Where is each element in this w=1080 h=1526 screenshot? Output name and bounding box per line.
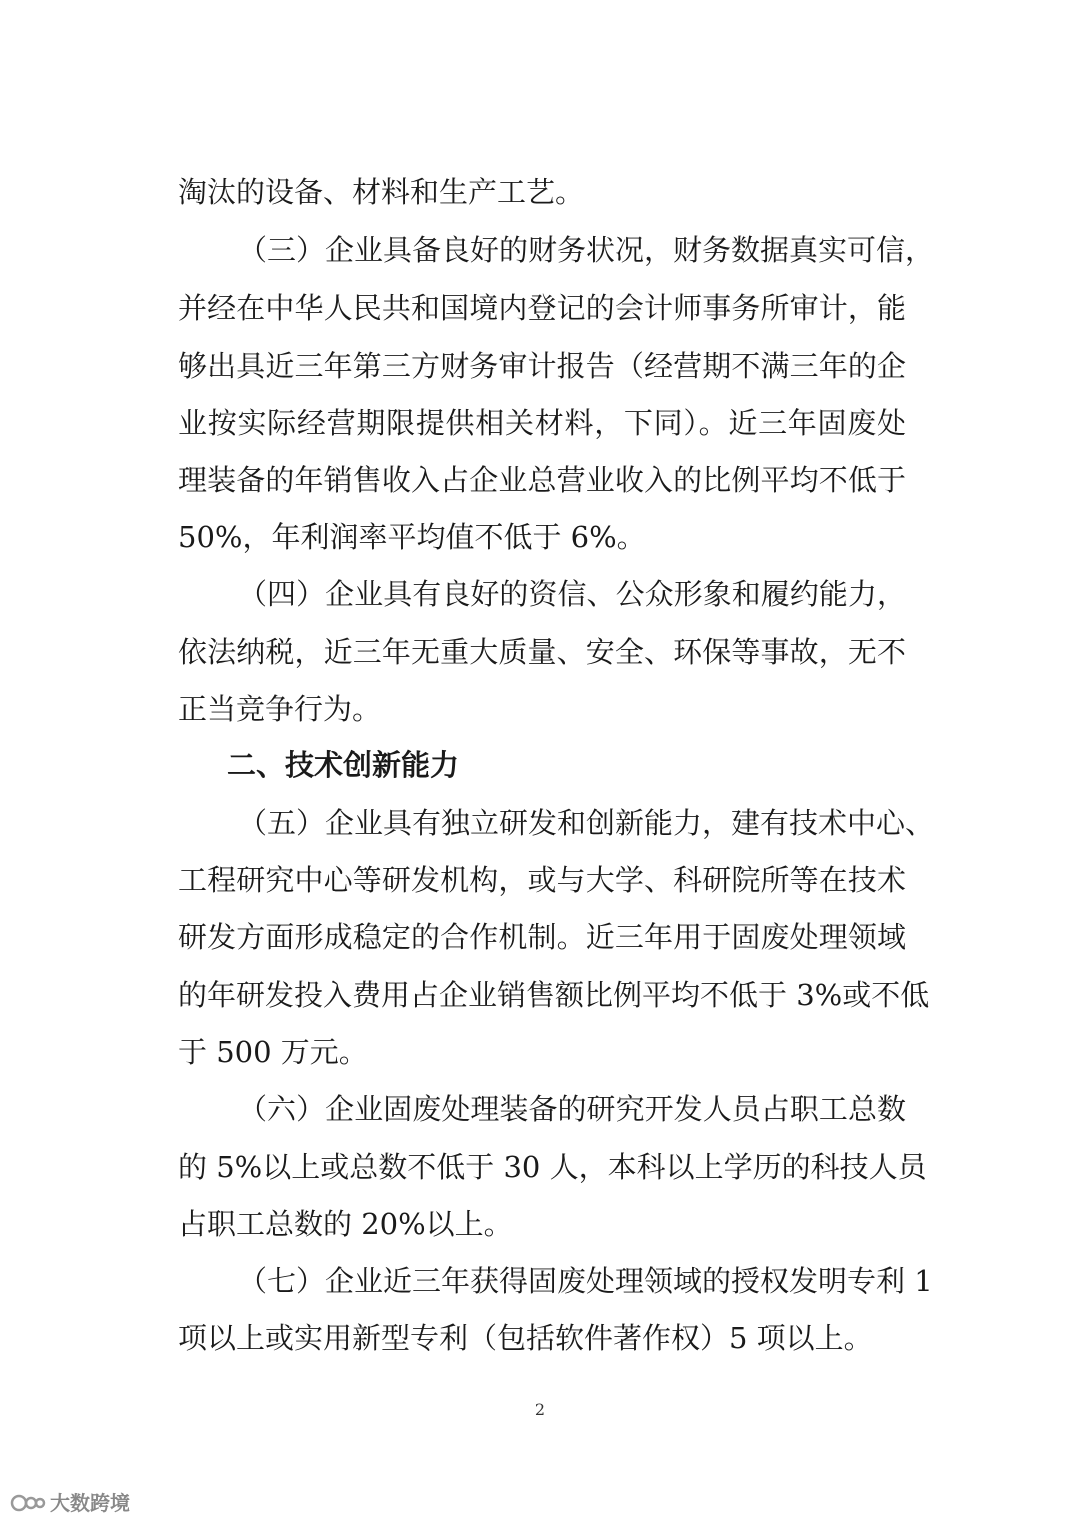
paragraph-line: 研发方面形成稳定的合作机制。近三年用于固废处理领域: [178, 920, 906, 954]
paragraph-line: 50%，年利润率平均值不低于 6%。: [178, 520, 646, 554]
paragraph-line: 业按实际经营期限提供相关材料，下同）。近三年固废处: [178, 406, 906, 440]
paragraph-line: （七）企业近三年获得固废处理领域的授权发明专利 1: [238, 1264, 933, 1298]
paragraph-line: （六）企业固废处理装备的研究开发人员占职工总数: [238, 1092, 906, 1126]
paragraph-line: （五）企业具有独立研发和创新能力，建有技术中心、: [238, 806, 935, 840]
page-number: 2: [534, 1400, 546, 1419]
paragraph-line: 的年研发投入费用占企业销售额比例平均不低于 3%或不低: [178, 978, 930, 1012]
watermark: [10, 1487, 130, 1516]
paragraph-line: 于 500 万元。: [178, 1035, 368, 1069]
paragraph-line: 项以上或实用新型专利（包括软件著作权）5 项以上。: [178, 1321, 873, 1355]
paragraph-line: （四）企业具有良好的资信、公众形象和履约能力，: [238, 577, 906, 611]
paragraph-line: 的 5%以上或总数不低于 30 人，本科以上学历的科技人员: [178, 1150, 927, 1184]
paragraph-line: 工程研究中心等研发机构，或与大学、科研院所等在技术: [178, 863, 906, 897]
paragraph-line: （三）企业具备良好的财务状况，财务数据真实可信，: [238, 233, 935, 267]
watermark-text: 大数跨境: [50, 1491, 130, 1515]
paragraph-line: 依法纳税，近三年无重大质量、安全、环保等事故，无不: [178, 635, 906, 669]
paragraph-line: 占职工总数的 20%以上。: [178, 1207, 513, 1241]
logo-icon: [10, 1489, 46, 1515]
paragraph-line: 够出具近三年第三方财务审计报告（经营期不满三年的企: [178, 349, 906, 383]
paragraph-line: 淘汰的设备、材料和生产工艺。: [178, 175, 585, 209]
paragraph-line: 理装备的年销售收入占企业总营业收入的比例平均不低于: [178, 463, 906, 497]
paragraph-line: 正当竞争行为。: [178, 692, 382, 726]
paragraph-line: 并经在中华人民共和国境内登记的会计师事务所审计，能: [178, 291, 906, 325]
section-heading: 二、技术创新能力: [227, 748, 460, 782]
